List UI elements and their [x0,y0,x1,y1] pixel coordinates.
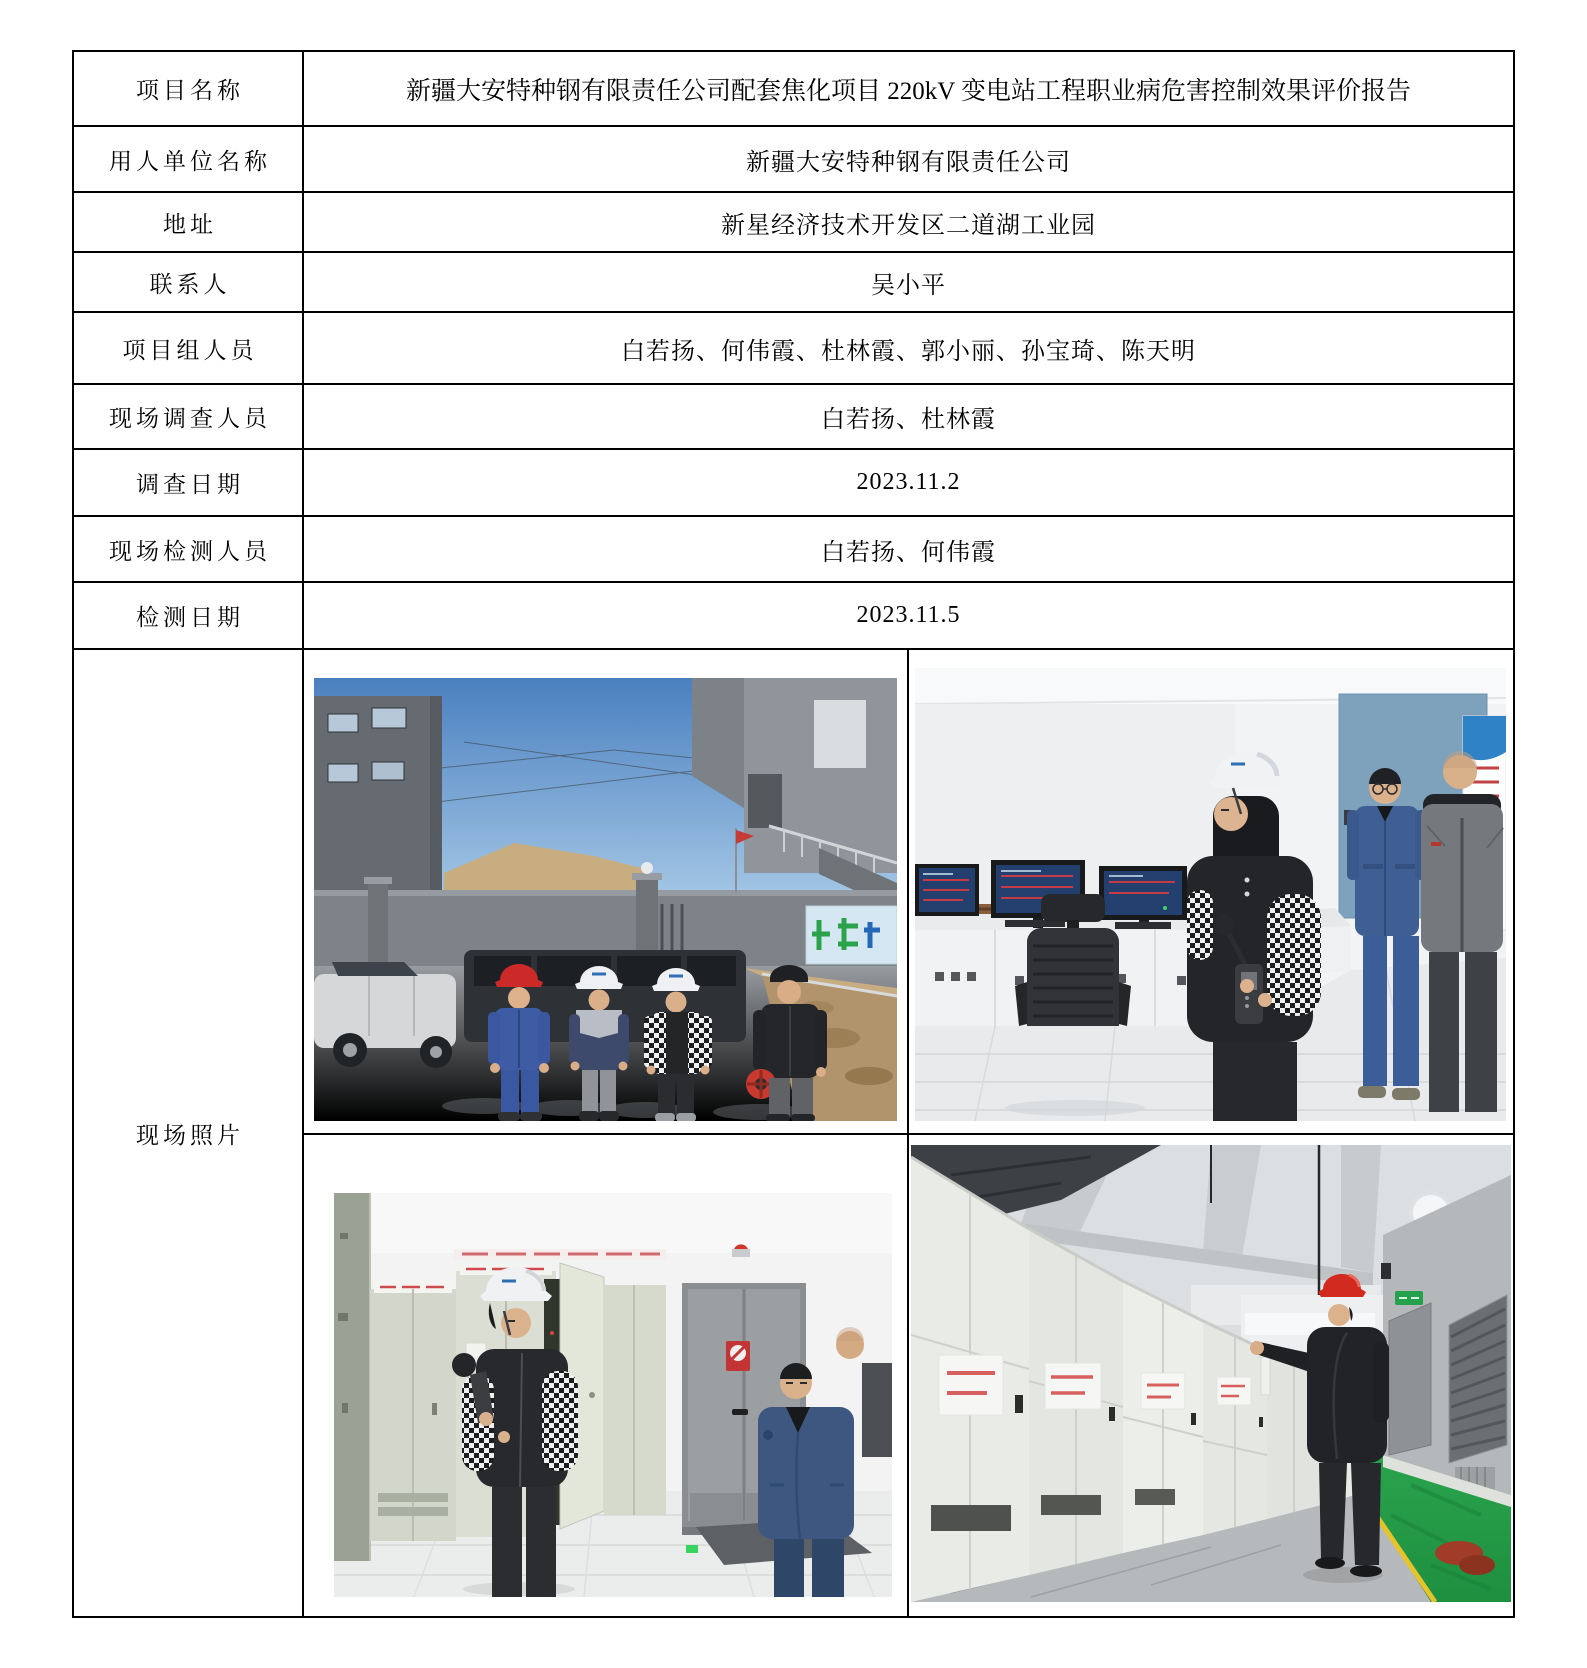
row-testing-date [74,583,1513,650]
row-survey-date [74,450,1513,517]
row-site-testing-personnel-value: 白若扬、何伟霞 [821,539,996,566]
row-site-survey-personnel-label: 现场调查人员 [74,385,304,448]
outdoor-group-photo [314,678,897,1121]
row-testing-date-label: 检测日期 [74,583,304,648]
row-site-photos [74,650,1513,1616]
site-photos-label: 现场照片 [74,650,304,1616]
row-project-team [74,313,1513,385]
photo-cell-bottom-left [304,1135,909,1616]
photo-cell-top-left [304,650,909,1135]
site-photos-grid [304,650,1513,1616]
row-site-testing-personnel-label: 现场检测人员 [74,517,304,581]
row-employer-name-label: 用人单位名称 [74,127,304,191]
row-survey-date-label: 调查日期 [74,450,304,515]
photo-cell-top-right [909,650,1513,1135]
row-contact-person [74,253,1513,313]
row-survey-date-value: 2023.11.2 [856,469,961,495]
row-employer-name-value: 新疆大安特种钢有限责任公司 [746,149,1071,176]
row-contact-person-value: 吴小平 [871,272,946,299]
row-project-team-value: 白若扬、何伟霞、杜林霞、郭小丽、孙宝琦、陈天明 [621,338,1196,365]
row-site-survey-personnel [74,385,1513,450]
row-site-survey-personnel-value: 白若扬、杜林霞 [821,407,996,433]
project-info-table [72,50,1515,1618]
row-address [74,193,1513,253]
row-project-name-value: 新疆大安特种钢有限责任公司配套焦化项目 220kV 变电站工程职业病危害控制效果评价报告 [405,77,1412,105]
row-site-testing-personnel [74,517,1513,583]
electrical-room-noise-measurement-photo [334,1193,892,1597]
row-employer-name [74,127,1513,193]
row-project-name-label: 项目名称 [74,52,304,125]
row-address-value: 新星经济技术开发区二道湖工业园 [721,212,1096,239]
row-contact-person-label: 联系人 [74,253,304,311]
row-testing-date-value: 2023.11.5 [856,602,961,628]
switchgear-corridor-inspection-photo [911,1145,1511,1602]
control-room-measurement-photo [915,668,1506,1121]
row-address-label: 地址 [74,193,304,251]
row-project-team-label: 项目组人员 [74,313,304,383]
row-project-name [74,52,1513,127]
photo-cell-bottom-right [909,1135,1513,1616]
